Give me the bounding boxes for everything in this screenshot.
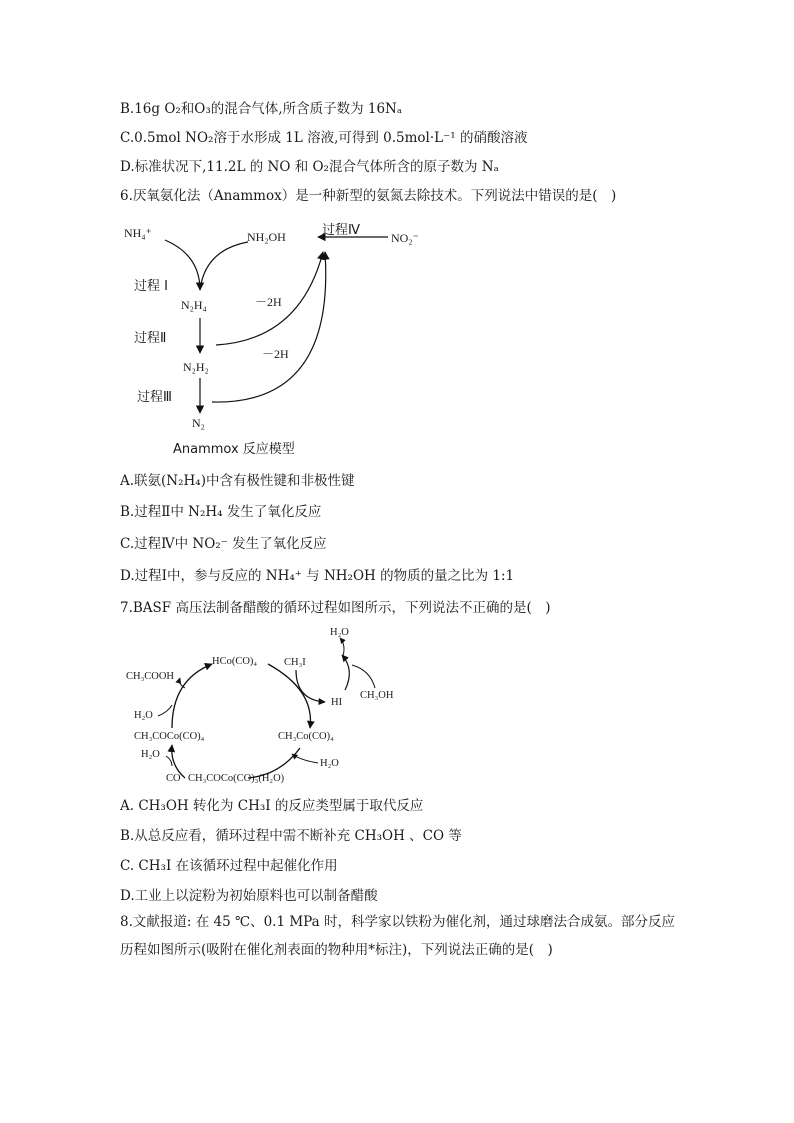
label-h2o-bottom-right: H₂O — [320, 758, 339, 769]
label-process-1: 过程 Ⅰ — [134, 279, 168, 294]
q6-stem: 6.厌氧氨化法（Anammox）是一种新型的氨氮去除技术。下列说法中错误的是( ) — [120, 188, 617, 204]
label-process-4: 过程Ⅳ — [322, 223, 360, 238]
label-co: CO — [166, 773, 181, 784]
label-ch3cocoh2o: CH₃COCo(CO)₃(H₂O) — [188, 773, 285, 784]
q7-option-b: B.从总反应看，循环过程中需不断补充 CH₃OH 、CO 等 — [120, 828, 462, 844]
label-n2h4: N₂H₄ — [181, 298, 207, 312]
cycle-arc-left — [172, 664, 212, 728]
figure-caption-anammox: Anammox 反应模型 — [173, 442, 295, 457]
label-ch3cooh: CH₃COOH — [126, 671, 174, 682]
label-n2h2: N₂H₂ — [183, 360, 209, 374]
label-ch3oh: CH₃OH — [360, 690, 394, 701]
label-ch3coco: CH₃COCo(CO)₄ — [134, 731, 205, 742]
q6-option-a: A.联氨(N₂H₄)中含有极性键和非极性键 — [120, 473, 355, 489]
q7-stem: 7.BASF 高压法制备醋酸的循环过程如图所示，下列说法不正确的是( ) — [120, 600, 551, 616]
label-nh4: NH₄⁺ — [124, 226, 152, 240]
q7-option-c: C. CH₃I 在该循环过程中起催化作用 — [120, 858, 338, 874]
q6-option-d: D.过程Ⅰ中，参与反应的 NH₄⁺ 与 NH₂OH 的物质的量之比为 1:1 — [120, 568, 515, 584]
label-ch3i: CH₃I — [284, 657, 306, 668]
q6-option-b: B.过程Ⅱ中 N₂H₄ 发生了氧化反应 — [120, 504, 322, 520]
label-n2: N₂ — [192, 416, 205, 430]
q5-option-b: B.16g O₂和O₃的混合气体,所含质子数为 16Nₐ — [120, 101, 403, 117]
label-process-3: 过程Ⅲ — [137, 390, 172, 405]
cycle-arc-right — [268, 664, 310, 728]
label-ch3co: CH₃Co(CO)₄ — [278, 731, 334, 742]
q8-stem-line2: 历程如图所示(吸附在催化剂表面的物种用*标注)，下列说法正确的是( ) — [120, 942, 553, 958]
label-h2o-left2: H₂O — [141, 749, 160, 760]
label-no2: NO₂⁻ — [391, 231, 419, 245]
label-h2o-left: H₂O — [134, 710, 153, 721]
label-h2o-top: H₂O — [330, 627, 349, 638]
q7-option-a: A. CH₃OH 转化为 CH₃I 的反应类型属于取代反应 — [120, 798, 424, 814]
label-hco: HCo(CO)₄ — [212, 656, 258, 667]
q5-option-c: C.0.5mol NO₂溶于水形成 1L 溶液,可得到 0.5mol·L⁻¹ 的硝酸溶液 — [120, 130, 528, 146]
label-minus-2h-a: －2H — [255, 295, 282, 309]
arrow-ch3cooh-out — [180, 678, 185, 688]
q7-option-d: D.工业上以淀粉为初始原料也可以制备醋酸 — [120, 888, 378, 904]
q8-stem-line1: 8.文献报道: 在 45 ℃、0.1 MPa 时，科学家以铁粉为催化剂，通过球磨法合成氨。部分反应 — [120, 914, 675, 930]
label-nh2oh: NH₂OH — [247, 230, 286, 244]
q6-option-c: C.过程Ⅳ中 NO₂⁻ 发生了氧化反应 — [120, 536, 327, 552]
arrow-to-hi — [296, 670, 325, 702]
small-cycle-arc — [342, 655, 349, 690]
label-minus-2h-b: －2H — [262, 347, 289, 361]
label-process-2: 过程Ⅱ — [134, 331, 167, 346]
label-hi: HI — [331, 697, 343, 708]
q5-option-d: D.标准状况下,11.2L 的 NO 和 O₂混合气体所含的原子数为 Nₐ — [120, 159, 499, 175]
